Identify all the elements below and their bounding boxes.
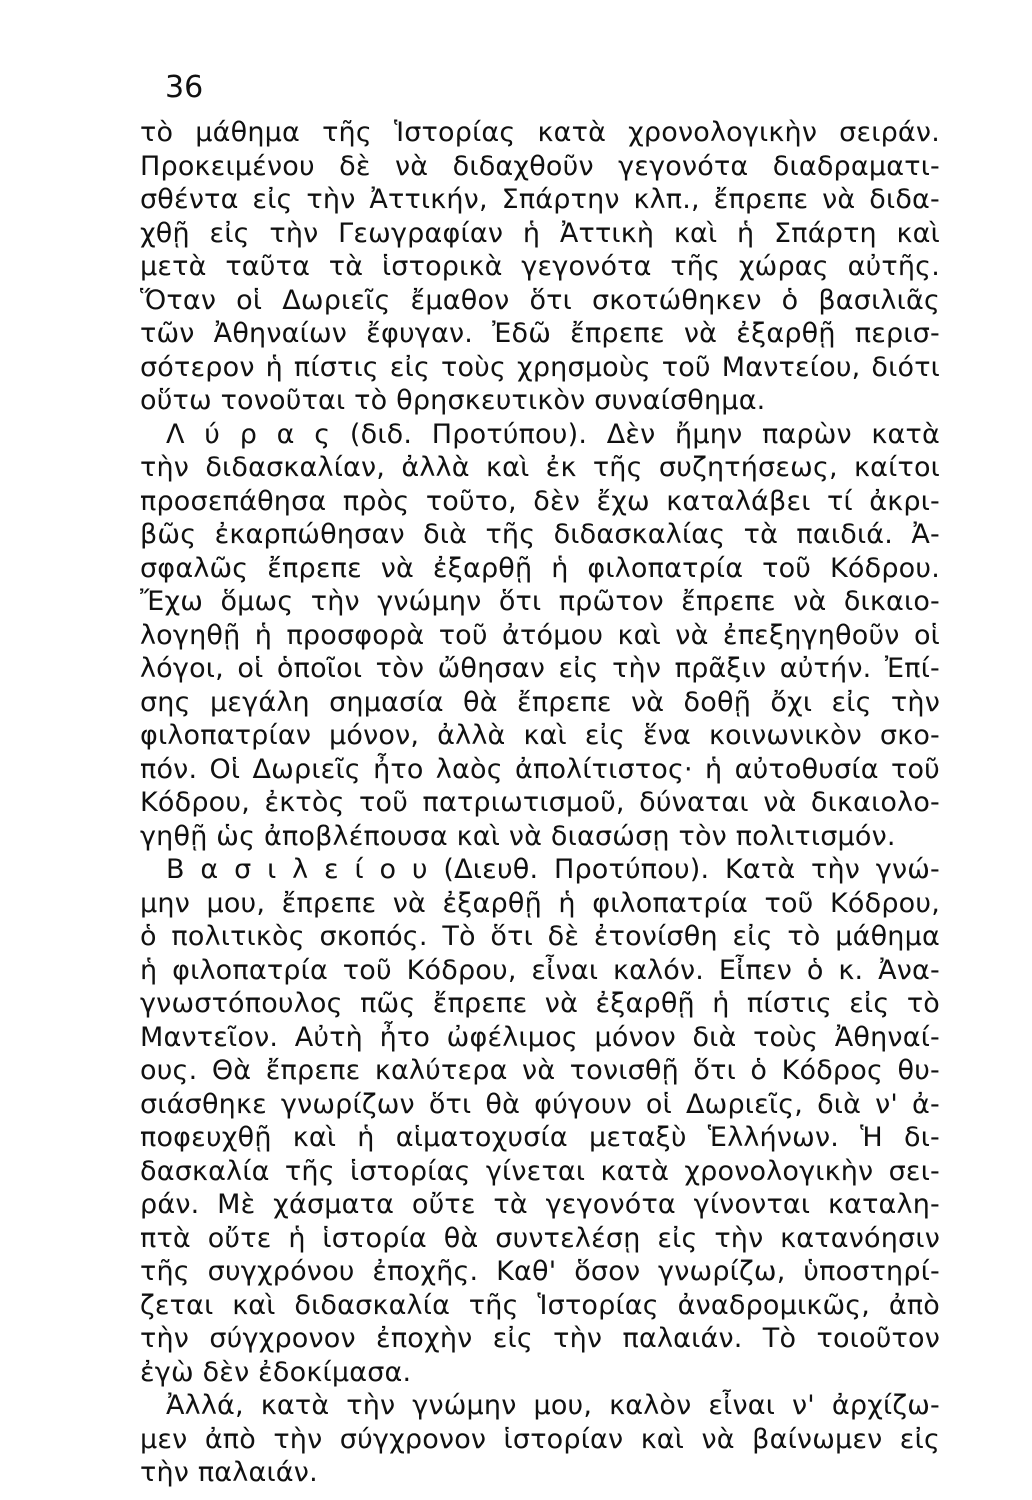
text-line: ἐγὼ δὲν ἐδοκίμασα. xyxy=(140,1356,412,1388)
text-line: σιάσθηκε γνωρίζων ὅτι θὰ φύγουν οἱ Δωριεῖς, διὰ ν' ἀ- xyxy=(140,1088,940,1120)
text-line: βῶς ἐκαρπώθησαν διὰ τῆς διδασκαλίας τὰ παιδιά. Ἀ- xyxy=(140,519,940,550)
text-line: χθῇ εἰς τὴν Γεωγραφίαν ἡ Ἀττικὴ καὶ ἡ Σπάρτη καὶ xyxy=(140,217,940,249)
text-line: Μαντεῖον. Αὐτὴ ἦτο ὠφέλιμος μόνον διὰ τοὺς Ἀθηναί- xyxy=(140,1021,940,1053)
text-line: ὁ πολιτικὸς σκοπός. Τὸ ὅτι δὲ ἐτονίσθη εἰς τὸ μάθημα xyxy=(140,921,940,952)
text-line: τὴν διδασκαλίαν, ἀλλὰ καὶ ἐκ τῆς συζητήσεως, καίτοι xyxy=(140,452,940,483)
text-line: σης μεγάλη σημασία θὰ ἔπρεπε νὰ δοθῇ ὄχι εἰς τὴν xyxy=(140,686,940,718)
text-line: φιλοπατρίαν μόνον, ἀλλὰ καὶ εἰς ἕνα κοινωνικὸν σκο- xyxy=(140,720,940,751)
text-line: ποφευχθῇ καὶ ἡ αἱματοχυσία μεταξὺ Ἑλλήνων. Ἡ δι- xyxy=(140,1122,940,1153)
page-number: 36 xyxy=(165,70,204,105)
text-line: μεν ἀπὸ τὴν σύγχρονον ἱστορίαν καὶ νὰ βαίνωμεν εἰς xyxy=(140,1423,940,1455)
text-line: Β α σ ι λ ε ί ο υ (Διευθ. Προτύπου). Κατὰ τὴν γνώ- xyxy=(166,854,940,885)
text-line: Λ ύ ρ α ς (διδ. Προτύπου). Δὲν ἤμην παρὼν κατὰ xyxy=(166,418,940,450)
text-line: γνωστόπουλος πῶς ἔπρεπε νὰ ἐξαρθῇ ἡ πίστις εἰς τὸ xyxy=(140,988,940,1019)
text-line: γηθῇ ὡς ἀποβλέπουσα καὶ νὰ διασώσῃ τὸν πολιτισμόν. xyxy=(140,820,896,852)
text-line: Προκειμένου δὲ νὰ διδαχθοῦν γεγονότα διαδραματι- xyxy=(140,150,940,182)
text-line: λογηθῇ ἡ προσφορὰ τοῦ ἀτόμου καὶ νὰ ἐπεξηγηθοῦν οἱ xyxy=(140,619,940,651)
text-line: ζεται καὶ διδασκαλία τῆς Ἱστορίας ἀναδρομικῶς, ἀπὸ xyxy=(140,1289,940,1321)
text-line: δασκαλία τῆς ἱστορίας γίνεται κατὰ χρονολογικὴν σει- xyxy=(140,1155,940,1187)
text-line: σότερον ἡ πίστις εἰς τοὺς χρησμοὺς τοῦ Μαντείου, διότι xyxy=(140,351,940,383)
text-line: οὕτω τονοῦται τὸ θρησκευτικὸν συναίσθημα. xyxy=(140,385,766,416)
text-line: ους. Θὰ ἔπρεπε καλύτερα νὰ τονισθῇ ὅτι ὁ Κόδρος θυ- xyxy=(140,1055,940,1086)
text-line: μετὰ ταῦτα τὰ ἱστορικὰ γεγονότα τῆς χώρας αὐτῆς. xyxy=(140,251,940,282)
text-line: μην μου, ἔπρεπε νὰ ἐξαρθῇ ἡ φιλοπατρία τοῦ Κόδρου, xyxy=(140,887,940,919)
text-line: προσεπάθησα πρὸς τοῦτο, δὲν ἔχω καταλάβει τί ἀκρι- xyxy=(140,485,940,517)
text-line: τὴν σύγχρονον ἐποχὴν εἰς τὴν παλαιάν. Τὸ τοιοῦτον xyxy=(140,1323,940,1354)
text-line: τὸ μάθημα τῆς Ἱστορίας κατὰ χρονολογικὴν σειράν. xyxy=(140,117,940,148)
text-line: Ἔχω ὅμως τὴν γνώμην ὅτι πρῶτον ἔπρεπε νὰ δικαιο- xyxy=(140,586,940,617)
text-line: λόγοι, οἱ ὁποῖοι τὸν ὤθησαν εἰς τὴν πρᾶξιν αὐτήν. Ἐπί- xyxy=(140,653,940,684)
text-line: πόν. Οἱ Δωριεῖς ἦτο λαὸς ἀπολίτιστος· ἡ αὐτοθυσία τοῦ xyxy=(140,753,940,785)
text-line: τῶν Ἀθηναίων ἔφυγαν. Ἐδῶ ἔπρεπε νὰ ἐξαρθῇ περισ- xyxy=(140,318,940,349)
text-line: τῆς συγχρόνου ἐποχῆς. Καθ' ὅσον γνωρίζω, ὑποστηρί- xyxy=(140,1256,940,1287)
text-line: σφαλῶς ἔπρεπε νὰ ἐξαρθῇ ἡ φιλοπατρία τοῦ Κόδρου. xyxy=(140,552,940,584)
body-text xyxy=(140,116,940,1490)
text-line: Ὅταν οἱ Δωριεῖς ἔμαθον ὅτι σκοτώθηκεν ὁ βασιλιᾶς xyxy=(140,284,940,316)
text-line: ἡ φιλοπατρία τοῦ Κόδρου, εἶναι καλόν. Εἶπεν ὁ κ. Ἀνα- xyxy=(140,954,940,986)
text-line: τὴν παλαιάν. xyxy=(140,1457,318,1488)
text-line: Κόδρου, ἐκτὸς τοῦ πατριωτισμοῦ, δύναται νὰ δικαιολο- xyxy=(140,787,940,818)
text-line: Ἀλλά, κατὰ τὴν γνώμην μου, καλὸν εἶναι ν' ἀρχίζω- xyxy=(166,1390,940,1421)
text-line: ράν. Μὲ χάσματα οὔτε τὰ γεγονότα γίνονται καταλη- xyxy=(140,1189,940,1220)
text-line: πτὰ οὔτε ἡ ἱστορία θὰ συντελέσῃ εἰς τὴν κατανόησιν xyxy=(140,1222,940,1254)
text-line: σθέντα εἰς τὴν Ἀττικήν, Σπάρτην κλπ., ἔπρεπε νὰ διδα- xyxy=(140,184,940,215)
